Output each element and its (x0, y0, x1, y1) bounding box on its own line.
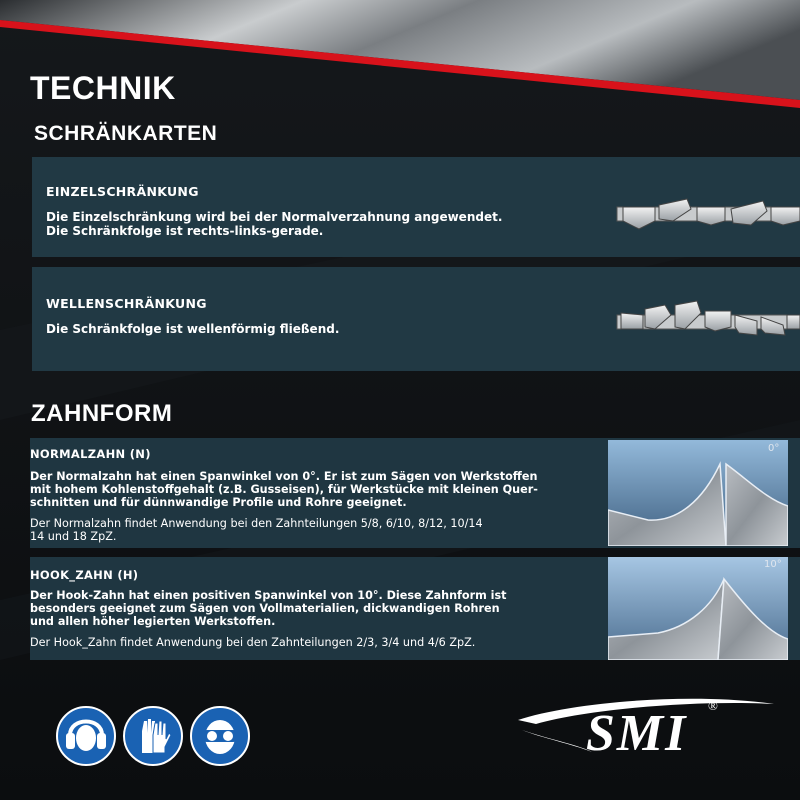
panel-text-line: und allen höher legierten Werkstoffen. (30, 615, 276, 628)
section-title-schraenkarten: SCHRÄNKARTEN (34, 122, 218, 145)
page-title: TECHNIK (30, 70, 176, 106)
hook-tooth-image (608, 557, 788, 660)
section-title-zahnform: ZAHNFORM (31, 400, 173, 427)
panel-text-line: 14 und 18 ZpZ. (30, 530, 117, 543)
angle-label: 0° (768, 443, 780, 454)
panel-title: EINZELSCHRÄNKUNG (46, 184, 199, 199)
panel-text-line: Die Schränkfolge ist wellenförmig fließend. (46, 322, 340, 336)
panel-text-line: Der Normalzahn hat einen Spanwinkel von 0°. Er ist zum Sägen von Werkstoffen (30, 470, 538, 483)
gloves-icon (122, 705, 184, 767)
panel-title: HOOK_ZAHN (H) (30, 568, 139, 582)
blade-set-single-icon (615, 195, 800, 235)
panel-text-line: Die Einzelschränkung wird bei der Normalverzahnung angewendet. (46, 210, 503, 224)
panel-einzelschraenkung (32, 157, 800, 257)
panel-text-line: Der Hook_Zahn findet Anwendung bei den Zahnteilungen 2/3, 3/4 und 4/6 ZpZ. (30, 636, 476, 649)
normal-tooth-image (608, 440, 788, 546)
panel-text-line: Die Schränkfolge ist rechts-links-gerade. (46, 224, 324, 238)
registered-mark: ® (708, 698, 718, 713)
blade-set-wavy-icon (615, 299, 800, 339)
panel-text-line: mit hohem Kohlenstoffgehalt (z.B. Gusseisen), für Werkstücke mit kleinen Quer- (30, 483, 538, 496)
panel-title: NORMALZAHN (N) (30, 447, 151, 461)
panel-hookzahn (30, 557, 800, 660)
panel-text-line: besonders geeignet zum Sägen von Vollmaterialien, dickwandigen Rohren (30, 602, 500, 615)
panel-text-line: Der Normalzahn findet Anwendung bei den Zahnteilungen 5/8, 6/10, 8/12, 10/14 (30, 517, 483, 530)
panel-text-line: Der Hook-Zahn hat einen positiven Spanwinkel von 10°. Diese Zahnform ist (30, 589, 507, 602)
panel-text-line: schnitten und für dünnwandige Profile und Rohre geeignet. (30, 496, 407, 509)
goggles-icon (189, 705, 251, 767)
logo-text: SMI (586, 705, 688, 762)
panel-title: WELLENSCHRÄNKUNG (46, 296, 207, 311)
ear-protection-icon (55, 705, 117, 767)
panel-wellenschraenkung (32, 267, 800, 371)
panel-normalzahn (30, 438, 800, 548)
angle-label: 10° (764, 559, 782, 570)
smi-logo (512, 690, 777, 770)
